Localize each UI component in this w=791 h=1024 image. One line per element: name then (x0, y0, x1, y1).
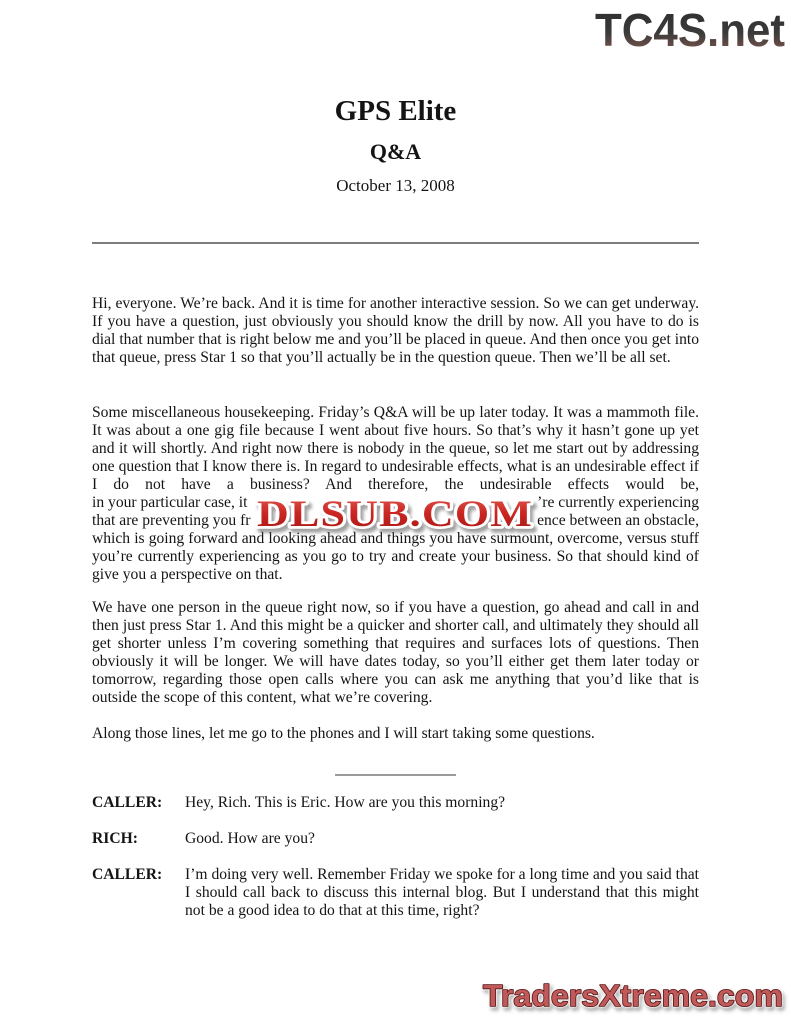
section-divider (335, 774, 456, 776)
dialog-row-1 (92, 794, 699, 812)
paragraph-3: We have one person in the queue right now, so if you have a question, go ahead and call in and then just press Star 1. And this might be a quicker and shorter call, and ultimately they should all get shorter unless I’m covering something that requires and surfaces lots of questions. Then obviously it will be longer. We will have dates today, so you’ll either get them later today or tomorrow, regarding those open calls where you can ask me anything that you’d like that is outside the scope of this content, what we’re covering. (92, 599, 699, 706)
tradersxtreme-logo (478, 972, 788, 1018)
obscured-line-2-right: ence between an obstacle, (537, 512, 699, 529)
paragraph-4: Along those lines, let me go to the phones and I will start taking some questions. (92, 725, 595, 742)
obscured-line-1-left: in your particular case, it (92, 494, 248, 511)
dialog-row-3 (92, 866, 699, 920)
dialog-text: Hey, Rich. This is Eric. How are you this morning? (185, 794, 506, 811)
page-date: October 13, 2008 (336, 176, 455, 195)
dialog-text: Good. How are you? (185, 830, 315, 847)
speaker-label: CALLER: (92, 866, 163, 883)
dialog-row-2 (92, 830, 699, 848)
page-subtitle: Q&A (369, 139, 422, 164)
speaker-label: CALLER: (92, 794, 163, 811)
dialog-text: I’m doing very well. Remember Friday we spoke for a long time and you said that I should call back to discuss this internal blog. But I understand that this might not be a good idea to do that at this time, right? (185, 866, 699, 919)
obscured-line-1-right: ’re currently experiencing (537, 494, 699, 511)
paragraph-2-part1: Some miscellaneous housekeeping. Friday’s Q&A will be up later today. It was a mammoth file. It was about a one gig file because I went about five hours. So that’s why it hasn’t gone up yet and it will shortly. And right now there is nobody in the queue, so let me start out by addressing one question that I know there is. In regard to undesirable effects, what is an undesirable effect if I do not have a business? And therefore, the undesirable effects would be, (92, 404, 699, 493)
paragraph-1: Hi, everyone. We’re back. And it is time for another interactive session. So we can get underway. If you have a question, just obviously you should know the drill by now. All you have to do is dial that number that is right below me and you’ll be placed in queue. And then once you get into that queue, press Star 1 so that you’ll actually be in the question queue. Then we’ll be all set. (92, 295, 699, 366)
tradersxtreme-logo-text: TradersXtreme.com (483, 978, 783, 1013)
tc4s-logo-text: TC4S.net (595, 4, 785, 56)
dlsub-watermark-text: DLSUB.COM (257, 494, 533, 535)
obscured-line-2-left: that are preventing you fr (92, 512, 251, 529)
paragraph-2-part2: which is going forward and looking ahead and things you have surmount, overcome, versus stuff you’re currently experiencing as you go to try and create your business. So that should kind of give you a perspective on that. (92, 530, 699, 583)
speaker-label: RICH: (92, 830, 138, 847)
dlsub-watermark (245, 484, 545, 540)
page-title: GPS Elite (334, 95, 457, 127)
